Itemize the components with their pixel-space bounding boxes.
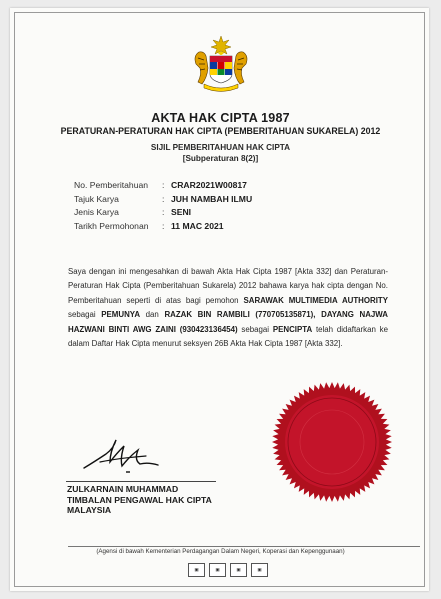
field-colon: : xyxy=(162,220,165,231)
field-label: Jenis Karya xyxy=(74,207,119,217)
certification-logos xyxy=(188,563,268,577)
signature-icon xyxy=(80,432,162,478)
signer-block xyxy=(67,484,212,516)
field-row-notification-no xyxy=(74,180,394,194)
field-value: SENI xyxy=(171,207,192,217)
creator-role: PENCIPTA xyxy=(272,324,313,334)
field-value: 11 MAC 2021 xyxy=(171,220,224,231)
certificate-subregulation: [Subperaturan 8(2)] xyxy=(182,154,259,163)
creator-names: RAZAK BIN RAMBILI (770705135871), DAYANG NAJWA HAZWANI BINTI AWG ZAINI (930423136454) xyxy=(68,310,388,334)
footer-rule xyxy=(68,546,420,547)
signer-name: ZULKARNAIN MUHAMMAD xyxy=(67,484,179,494)
field-label: No. Pemberitahuan xyxy=(74,180,149,190)
field-row-work-title xyxy=(74,194,394,208)
statement-text: sebagai xyxy=(68,310,102,320)
statement-text: telah didaftarkan ke dalam Daftar Hak Cipta menurut seksyen 26B Akta Hak Cipta 1987 [Akta 332]. xyxy=(68,324,389,349)
field-row-work-type xyxy=(74,207,394,221)
field-label: Tajuk Karya xyxy=(74,193,119,204)
signer-country: MALAYSIA xyxy=(67,505,112,515)
footer-agency-note: (Agensi di bawah Kementerian Perdagangan Dalam Negeri, Koperasi dan Kepenggunaan) xyxy=(96,548,345,555)
statement-text: Saya dengan ini mengesahkan di bawah Akta Hak Cipta 1987 [Akta 332] dan Peraturan-Peraturan Hak Cipta (Pemberitahuan Sukarela) 2012 bahawa karya hak cipta dengan No. Pemberitahuan seperti di atas bagi pemohon xyxy=(68,267,388,305)
field-label: Tarikh Permohonan xyxy=(74,220,149,231)
field-row-application-date xyxy=(74,221,394,235)
red-seal-icon xyxy=(270,380,394,504)
certification-logo-icon: ▣ xyxy=(209,563,226,577)
owner-name: SARAWAK MULTIMEDIA AUTHORITY xyxy=(243,295,388,305)
certification-logo-icon: ▣ xyxy=(230,563,247,577)
owner-role: PEMUNYA xyxy=(101,310,141,320)
field-value: CRAR2021W00817 xyxy=(171,180,247,190)
signature-line xyxy=(66,481,216,482)
certificate-title: SIJIL PEMBERITAHUAN HAK CIPTA xyxy=(150,143,291,152)
statement-text: dan xyxy=(140,310,165,320)
document-title: AKTA HAK CIPTA 1987 xyxy=(151,111,290,125)
certification-logo-icon: ▣ xyxy=(188,563,205,577)
certificate-fields xyxy=(74,180,394,234)
signer-position: TIMBALAN PENGAWAL HAK CIPTA xyxy=(67,494,212,505)
statement-text: sebagai xyxy=(237,324,273,334)
field-colon: : xyxy=(162,207,165,217)
malaysia-coat-of-arms-icon xyxy=(190,34,252,96)
document-subtitle: PERATURAN-PERATURAN HAK CIPTA (PEMBERITAHUAN SUKARELA) 2012 xyxy=(60,126,381,136)
field-colon: : xyxy=(162,180,165,190)
field-value: JUH NAMBAH ILMU xyxy=(171,193,253,204)
field-colon: : xyxy=(162,193,165,204)
certification-statement xyxy=(68,265,388,351)
certification-logo-icon: ▣ xyxy=(251,563,268,577)
